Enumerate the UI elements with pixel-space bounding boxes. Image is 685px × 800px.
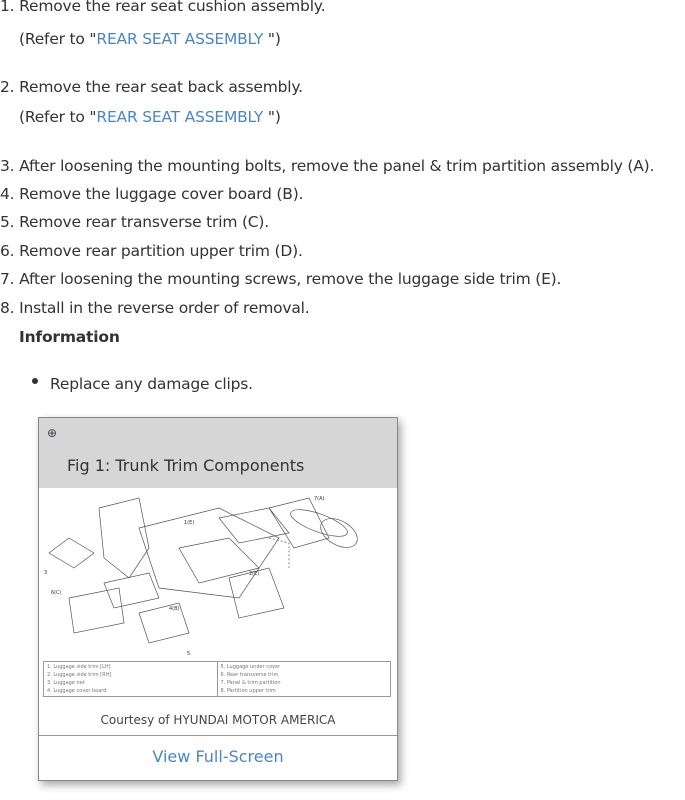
ref-prefix: (Refer to " xyxy=(19,108,97,126)
step-7: 7. After loosening the mounting screws, remove the luggage side trim (E). xyxy=(0,270,562,288)
callout-label: 7(A) xyxy=(314,496,325,502)
callout-label: 2(E) xyxy=(249,571,260,577)
figure-header xyxy=(39,418,397,488)
step-6: 6. Remove rear partition upper trim (D). xyxy=(0,242,303,260)
information-heading: Information xyxy=(19,328,120,346)
step-1-reference xyxy=(19,30,281,48)
callout-label: 5 xyxy=(187,651,191,657)
figure-title: Fig 1: Trunk Trim Components xyxy=(67,456,305,475)
step-3: 3. After loosening the mounting bolts, remove the panel & trim partition assembly (A). xyxy=(0,157,655,175)
legend-item: 8. Partition upper trim xyxy=(220,688,276,694)
rear-seat-assembly-link[interactable]: REAR SEAT ASSEMBLY xyxy=(96,108,264,126)
callout-label: 4(B) xyxy=(169,606,180,612)
ref-prefix: (Refer to " xyxy=(19,30,97,48)
figure-courtesy: Courtesy of HYUNDAI MOTOR AMERICA xyxy=(100,713,336,727)
step-5: 5. Remove rear transverse trim (C). xyxy=(0,213,270,231)
legend-item: 4. Luggage cover board xyxy=(47,688,107,694)
ref-suffix: ") xyxy=(263,108,281,126)
zoom-in-icon[interactable]: ⊕ xyxy=(47,426,58,440)
figure-card xyxy=(38,417,398,781)
step-1: 1. Remove the rear seat cushion assembly. xyxy=(0,0,326,15)
info-bullet: Replace any damage clips. xyxy=(50,375,253,393)
callout-label: 6(C) xyxy=(51,590,62,596)
callout-label: 3 xyxy=(44,570,48,576)
rear-seat-assembly-link[interactable]: REAR SEAT ASSEMBLY xyxy=(96,30,264,48)
legend-item: 1. Luggage side trim [LH] xyxy=(47,664,111,670)
legend-item: 6. Rear transverse trim xyxy=(220,672,279,678)
legend-item: 5. Luggage under cover xyxy=(220,664,281,670)
diagram-drawing xyxy=(39,488,397,658)
diagram-legend xyxy=(43,661,391,697)
legend-left xyxy=(44,662,217,696)
bullet-dot xyxy=(32,378,38,384)
legend-item: 2. Luggage side trim [RH] xyxy=(47,672,112,678)
callout-label: 1(E) xyxy=(184,520,195,526)
step-8: 8. Install in the reverse order of removal. xyxy=(0,299,310,317)
ref-suffix: ") xyxy=(263,30,281,48)
step-2: 2. Remove the rear seat back assembly. xyxy=(0,78,303,96)
legend-right xyxy=(217,662,391,696)
legend-item: 7. Panel & trim partition xyxy=(220,680,281,686)
step-4: 4. Remove the luggage cover board (B). xyxy=(0,185,304,203)
legend-item: 3. Luggage net xyxy=(47,680,85,686)
view-full-screen-link[interactable]: View Full-Screen xyxy=(152,747,284,766)
step-2-reference xyxy=(19,108,281,126)
trunk-trim-diagram[interactable] xyxy=(39,488,397,706)
